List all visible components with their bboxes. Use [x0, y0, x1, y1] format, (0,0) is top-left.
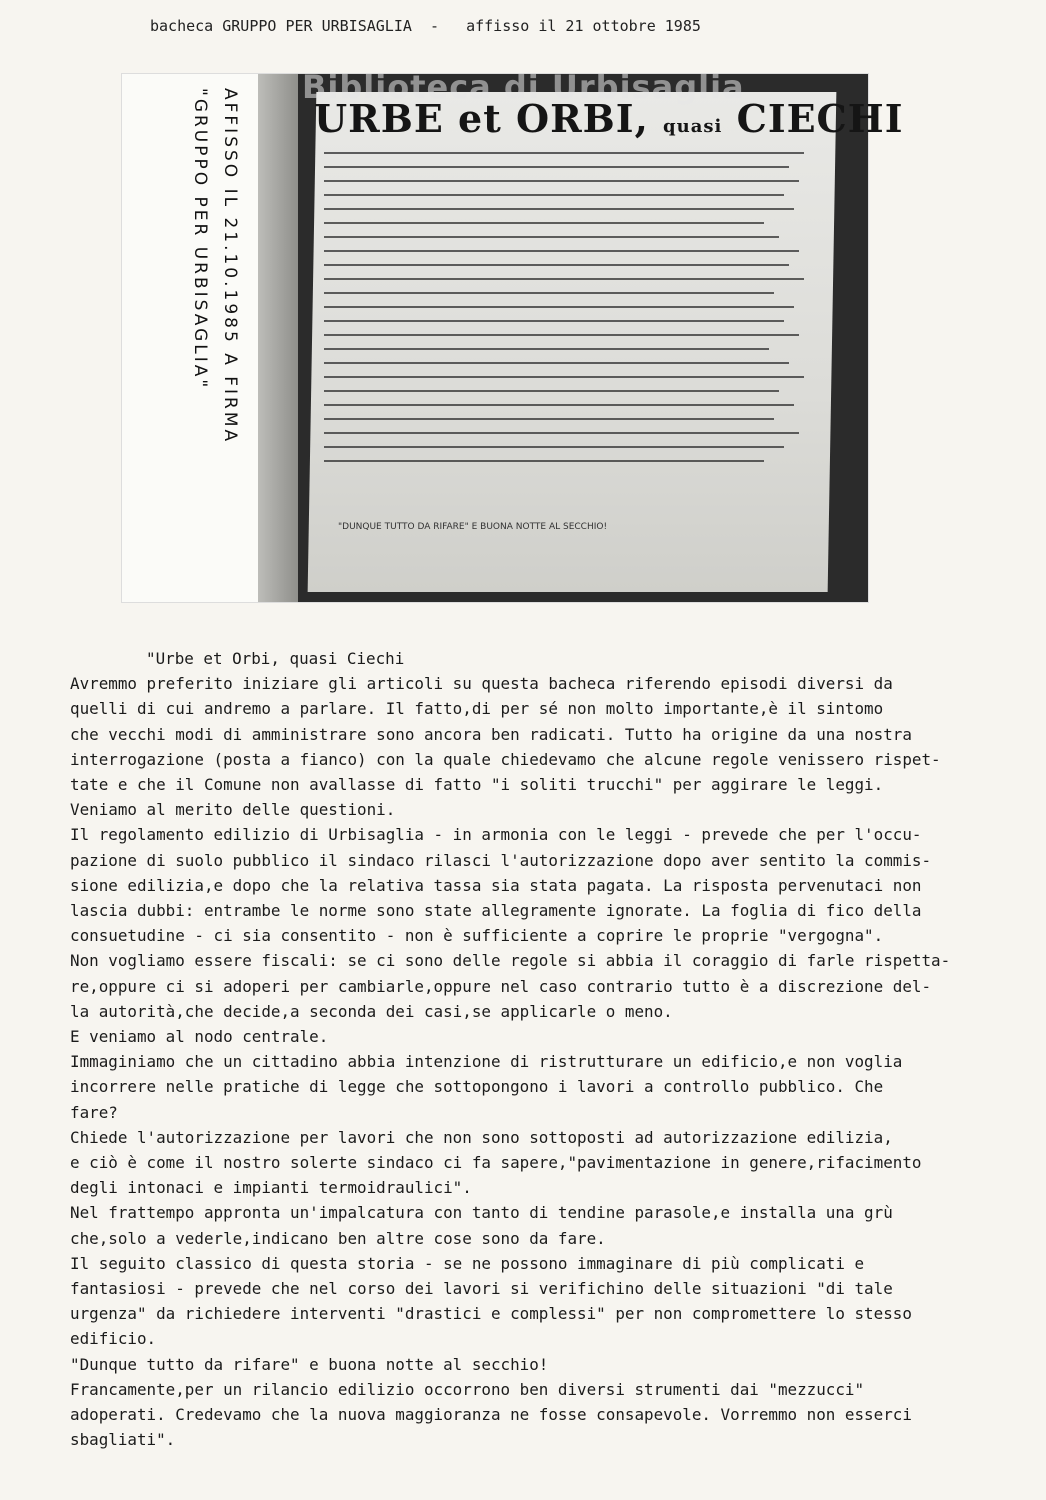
article-line: fantasiosi - prevede che nel corso dei lavori si verifichino delle situazioni "di tale: [70, 1279, 893, 1299]
article-line: e ciò è come il nostro solerte sindaco ci fa sapere,"pavimentazione in genere,rifacimento: [70, 1153, 922, 1173]
article-line: Non vogliamo essere fiscali: se ci sono delle regole si abbia il coraggio di farle rispetta-: [70, 951, 951, 971]
article-line: consuetudine - ci sia consentito - non è sufficiente a coprire le proprie "vergogna".: [70, 926, 884, 946]
article-line: "Dunque tutto da rifare" e buona notte al secchio!: [70, 1354, 549, 1374]
article-line: Il regolamento edilizio di Urbisaglia - in armonia con le leggi - prevede che per l'occu-: [70, 825, 922, 845]
article-line: quelli di cui andremo a parlare. Il fatto,di per sé non molto importante,è il sintomo: [70, 699, 884, 719]
article-line: che,solo a vederle,indicano ben altre cose sono da fare.: [70, 1228, 606, 1248]
photo-card: [122, 68, 904, 602]
article-line: urgenza" da richiedere interventi "drastici e complessi" per non compromettere lo stesso: [70, 1304, 912, 1324]
handwritten-note: [130, 80, 256, 596]
article-line: che vecchi modi di amministrare sono ancora ben radicati. Tutto ha origine da una nostra: [70, 724, 912, 744]
article-line: adoperati. Credevamo che la nuova maggioranza ne fosse consapevole. Vorremmo non esserci: [70, 1405, 912, 1425]
wall-edge: [258, 74, 298, 602]
article-line: incorrere nelle pratiche di legge che sottopongono i lavori a controllo pubblico. Che: [70, 1077, 884, 1097]
article-line: sbagliati".: [70, 1430, 176, 1450]
poster-handwritten-lines: [324, 152, 824, 474]
article-line: fare?: [70, 1102, 118, 1122]
article-line: sione edilizia,e dopo che la relativa tassa sia stata pagata. La risposta pervenutaci non: [70, 875, 922, 895]
article-title: "Urbe et Orbi, quasi Ciechi: [146, 649, 405, 668]
article-line: tate e che il Comune non avallasse di fatto "i soliti trucchi" per aggirare le leggi.: [70, 775, 884, 795]
document-header: bacheca GRUPPO PER URBISAGLIA - affisso il 21 ottobre 1985: [150, 17, 701, 35]
article-line: Immaginiamo che un cittadino abbia intenzione di ristrutturare un edificio,e non voglia: [70, 1052, 903, 1072]
handwritten-note-line-1: AFFISSO IL 21.10.1985 A FIRMA: [220, 88, 240, 445]
poster-title-main: URBE et ORBI,: [314, 96, 649, 141]
article-line: edificio.: [70, 1329, 157, 1349]
article-line: Chiede l'autorizzazione per lavori che non sono sottoposti ad autorizzazione edilizia,: [70, 1127, 893, 1147]
poster-title-small: quasi: [663, 116, 723, 137]
article-transcription: [70, 646, 1020, 1453]
poster-closing-line: "DUNQUE TUTTO DA RIFARE" E BUONA NOTTE AL SECCHIO!: [338, 522, 608, 532]
article-line: lascia dubbi: entrambe le norme sono state allegramente ignorate. La foglia di fico della: [70, 901, 922, 921]
article-line: pazione di suolo pubblico il sindaco rilasci l'autorizzazione dopo aver sentito la commis-: [70, 850, 932, 870]
library-watermark: Biblioteca di Urbisaglia: [302, 68, 745, 106]
article-line: interrogazione (posta a fianco) con la quale chiedevamo che alcune regole venissero rispet-: [70, 749, 941, 769]
poster-photo: [258, 68, 904, 602]
handwritten-note-line-2: "GRUPPO PER URBISAGLIA": [190, 88, 210, 391]
article-line: Nel frattempo appronta un'impalcatura con tanto di tendine parasole,e installa una grù: [70, 1203, 893, 1223]
article-line: Il seguito classico di questa storia - se ne possono immaginare di più complicati e: [70, 1253, 865, 1273]
poster-title-end: CIECHI: [736, 96, 904, 141]
article-line: degli intonaci e impianti termoidraulici".: [70, 1178, 472, 1198]
article-line: la autorità,che decide,a seconda dei casi,se applicarle o meno.: [70, 1001, 673, 1021]
article-line: Veniamo al merito delle questioni.: [70, 800, 396, 820]
article-line: re,oppure ci si adoperi per cambiarle,oppure nel caso contrario tutto è a discrezione del-: [70, 976, 932, 996]
article-line: E veniamo al nodo centrale.: [70, 1027, 329, 1047]
article-line: Francamente,per un rilancio edilizio occorrono ben diversi strumenti dai "mezzucci": [70, 1379, 865, 1399]
article-line: Avremmo preferito iniziare gli articoli su questa bacheca riferendo episodi diversi da: [70, 674, 893, 694]
